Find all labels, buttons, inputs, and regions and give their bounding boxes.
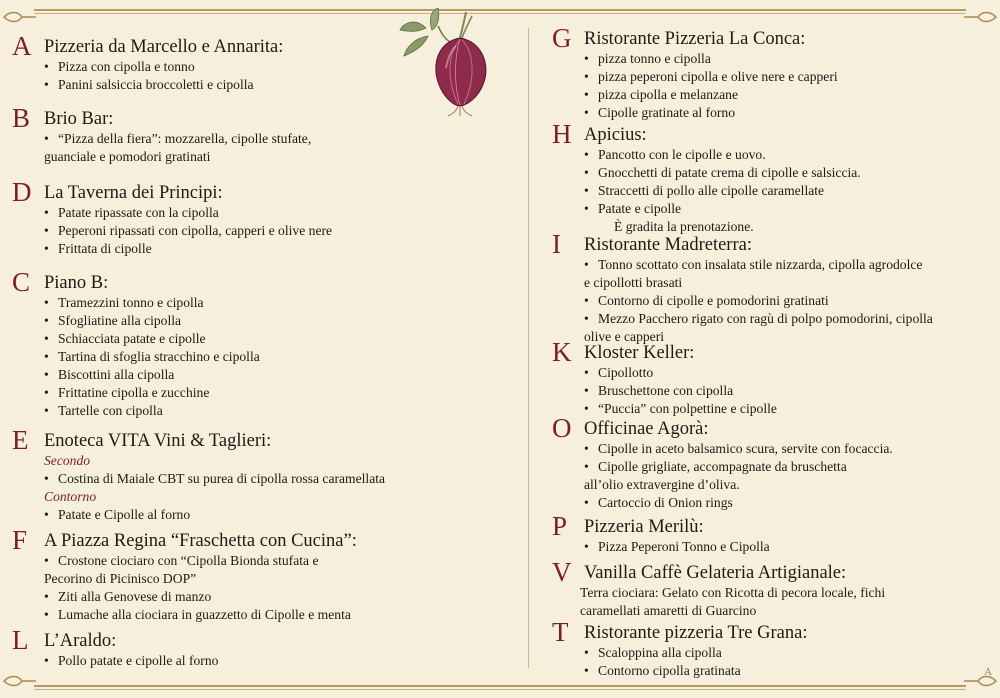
section-letter: I bbox=[552, 229, 561, 259]
dish-list bbox=[584, 256, 933, 346]
dish-item: olive e capperi bbox=[584, 329, 665, 344]
dish-item: • Pancotto con le cipolle e uovo. bbox=[584, 146, 861, 164]
dish-item: • Contorno di cipolle e pomodorini gratinati bbox=[584, 292, 933, 310]
restaurant-name: Kloster Keller: bbox=[584, 343, 695, 363]
dish-item: È gradita la prenotazione. bbox=[614, 219, 754, 234]
dish-item: • Cipollotto bbox=[584, 364, 777, 382]
dish-item: • Ziti alla Genovese di manzo bbox=[44, 588, 351, 606]
dish-item: • Gnocchetti di patate crema di cipolle e salsiccia. bbox=[584, 164, 861, 182]
dish-item: • Tartina di sfoglia stracchino e cipolla bbox=[44, 348, 260, 366]
restaurant-name: A Piazza Regina “Fraschetta con Cucina”: bbox=[44, 531, 357, 551]
dish-item: • Patate ripassate con la cipolla bbox=[44, 204, 332, 222]
dish-item: guanciale e pomodori gratinati bbox=[44, 149, 211, 164]
dish-item: • Crostone ciociaro con “Cipolla Bionda stufata e bbox=[44, 552, 351, 570]
course-label: Secondo bbox=[44, 453, 91, 468]
dish-item: • Schiacciata patate e cipolle bbox=[44, 330, 260, 348]
dish-list bbox=[584, 146, 861, 236]
dish-item: • Pollo patate e cipolle al forno bbox=[44, 652, 218, 670]
dish-item: • Lumache alla ciociara in guazzetto di Cipolle e menta bbox=[44, 606, 351, 624]
restaurant-name: L’Araldo: bbox=[44, 631, 117, 651]
restaurant-name: Officinae Agorà: bbox=[584, 419, 709, 439]
dish-item: • pizza peperoni cipolla e olive nere e capperi bbox=[584, 68, 838, 86]
dish-list bbox=[44, 204, 332, 258]
restaurant-name: Ristorante pizzeria Tre Grana: bbox=[584, 623, 808, 643]
dish-item: • Frittata di cipolle bbox=[44, 240, 332, 258]
dish-item: • Cartoccio di Onion rings bbox=[584, 494, 893, 512]
dish-item: • Biscottini alla cipolla bbox=[44, 366, 260, 384]
dish-item: • Frittatine cipolla e zucchine bbox=[44, 384, 260, 402]
dish-item: all’olio extravergine d’oliva. bbox=[584, 477, 740, 492]
course-label: Contorno bbox=[44, 489, 97, 504]
section-letter: B bbox=[12, 103, 31, 133]
dish-list bbox=[44, 452, 385, 524]
section-letter: L bbox=[12, 625, 29, 655]
restaurant-name: Enoteca VITA Vini & Taglieri: bbox=[44, 431, 272, 451]
restaurant-name: Apicius: bbox=[584, 125, 647, 145]
dish-list bbox=[44, 130, 311, 166]
dish-list bbox=[44, 294, 260, 420]
dish-item: • Pizza con cipolla e tonno bbox=[44, 58, 254, 76]
dish-item: • Costina di Maiale CBT su purea di cipolla rossa caramellata bbox=[44, 470, 385, 488]
column-divider bbox=[528, 28, 529, 668]
section-letter: P bbox=[552, 511, 568, 541]
section-letter: D bbox=[12, 177, 32, 207]
section-letter: V bbox=[552, 557, 572, 587]
restaurant-name: Vanilla Caffè Gelateria Artigianale: bbox=[584, 563, 847, 583]
dish-item: • Tartelle con cipolla bbox=[44, 402, 260, 420]
restaurant-name: Piano B: bbox=[44, 273, 109, 293]
dish-item: • Patate e Cipolle al forno bbox=[44, 506, 385, 524]
dish-list bbox=[580, 584, 886, 620]
dish-list bbox=[584, 538, 770, 556]
frame-top-border bbox=[0, 6, 1000, 16]
section-letter: C bbox=[12, 267, 31, 297]
dish-item: • Peperoni ripassati con cipolla, capperi e olive nere bbox=[44, 222, 332, 240]
restaurant-name: Ristorante Pizzeria La Conca: bbox=[584, 29, 806, 49]
section-letter: O bbox=[552, 413, 572, 443]
monogram-mark: A bbox=[984, 666, 992, 678]
section-letter: G bbox=[552, 23, 572, 53]
dish-item: • Panini salsiccia broccoletti e cipolla bbox=[44, 76, 254, 94]
dish-item: Terra ciociara: Gelato con Ricotta di pecora locale, fichi bbox=[580, 585, 886, 600]
dish-item: • “Pizza della fiera”: mozzarella, cipolle stufate, bbox=[44, 130, 311, 148]
frame-bottom-border bbox=[0, 682, 1000, 692]
dish-item: • Sfogliatine alla cipolla bbox=[44, 312, 260, 330]
dish-item: Pecorino di Picinisco DOP” bbox=[44, 571, 197, 586]
section-letter: K bbox=[552, 337, 572, 367]
dish-item: • pizza cipolla e melanzane bbox=[584, 86, 838, 104]
restaurant-name: Pizzeria da Marcello e Annarita: bbox=[44, 37, 284, 57]
corner-ornament-icon bbox=[2, 674, 36, 688]
dish-item: • Pizza Peperoni Tonno e Cipolla bbox=[584, 538, 770, 556]
dish-list bbox=[584, 644, 741, 680]
restaurant-name: Ristorante Madreterra: bbox=[584, 235, 752, 255]
dish-item: • “Puccia” con polpettine e cipolle bbox=[584, 400, 777, 418]
dish-item: e cipollotti brasati bbox=[584, 275, 683, 290]
restaurant-name: Brio Bar: bbox=[44, 109, 114, 129]
dish-list bbox=[44, 652, 218, 670]
dish-item: • Contorno cipolla gratinata bbox=[584, 662, 741, 680]
dish-list bbox=[584, 50, 838, 122]
section-letter: A bbox=[12, 31, 32, 61]
dish-item: • Tonno scottato con insalata stile nizzarda, cipolla agrodolce bbox=[584, 256, 933, 274]
dish-item: • Cipolle grigliate, accompagnate da bruschetta bbox=[584, 458, 893, 476]
onion-icon bbox=[398, 8, 490, 118]
dish-item: • Cipolle in aceto balsamico scura, servite con focaccia. bbox=[584, 440, 893, 458]
dish-item: • Straccetti di pollo alle cipolle caramellate bbox=[584, 182, 861, 200]
dish-list bbox=[584, 440, 893, 512]
section-letter: F bbox=[12, 525, 28, 555]
dish-item: • Patate e cipolle bbox=[584, 200, 861, 218]
dish-item: • Cipolle gratinate al forno bbox=[584, 104, 838, 122]
dish-item: • Tramezzini tonno e cipolla bbox=[44, 294, 260, 312]
restaurant-name: La Taverna dei Principi: bbox=[44, 183, 223, 203]
dish-list bbox=[44, 552, 351, 624]
dish-item: • pizza tonno e cipolla bbox=[584, 50, 838, 68]
section-letter: T bbox=[552, 617, 569, 647]
corner-ornament-icon bbox=[964, 10, 998, 24]
dish-list bbox=[584, 364, 777, 418]
restaurant-name: Pizzeria Merilù: bbox=[584, 517, 704, 537]
section-letter: H bbox=[552, 119, 572, 149]
dish-list bbox=[44, 58, 254, 94]
dish-item: • Scaloppina alla cipolla bbox=[584, 644, 741, 662]
dish-item: caramellati amaretti di Guarcino bbox=[580, 603, 757, 618]
section-letter: E bbox=[12, 425, 29, 455]
corner-ornament-icon bbox=[2, 10, 36, 24]
dish-item: • Bruschettone con cipolla bbox=[584, 382, 777, 400]
dish-item: • Mezzo Pacchero rigato con ragù di polpo pomodorini, cipolla bbox=[584, 310, 933, 328]
corner-ornament-icon bbox=[964, 674, 998, 688]
